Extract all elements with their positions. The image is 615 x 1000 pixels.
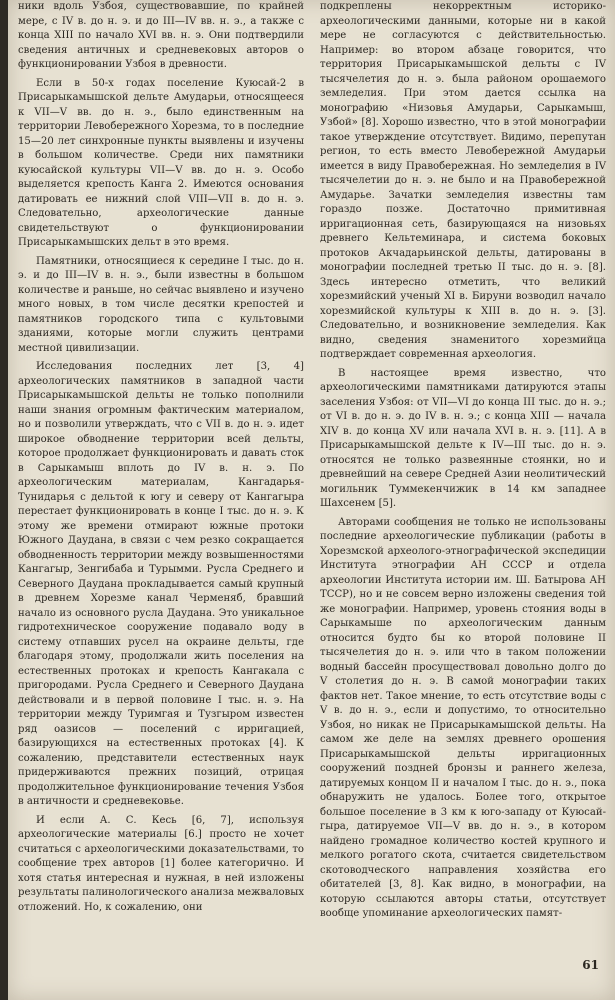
book-page [8,0,615,1000]
paragraph: подкреплены некорректным историко-археологическими данными, которые ни в какой мере не согласуются с действительностью. Например: во втором абзаце говорится, что территория Присарыкамышской дельты с IV тысячелетия до н. э. была районом орошаемого земледелия. При этом дается ссылка на монографию «Низовья Амударьи, Сарыкамыш, Узбой» [8]. Хорошо известно, что в этой монографии такое утверждение отсутствует. Видимо, перепутан регион, то есть вместо Левобережной Амударьи имеется в виду Правобережная. Но земледелия в IV тысячелетии до н. э. не было и на Правобережной Амударье. Зачатки земледелия известны там гораздо позже. Достаточно примитивная ирригационная сеть, базирующаяся на низовьях древнего Кельтеминара, и система боковых протоков Акчадарьинской дельты, датированы в монографии последней третью II тыс. до н. э. [8]. Здесь интересно отметить, что великий хорезмийский ученый XI в. Бируни возводил начало хорезмийской культуры к XIII в. до н. э. [3]. Следовательно, и возникновение земледелия. Как видно, сведения знаменитого хорезмийца подтверждает современная археология. [320,1,606,360]
paragraph: Памятники, относящиеся к середине I тыс. до н. э. и до III—IV в. н. э., были известны в большом количестве и раньше, но сейчас выявлено и изучено много новых, в том числе десятки крепостей и памятников городского типа с культовыми зданиями, которые могли служить центрами местной цивилизации. [18,255,304,354]
paragraph: Если в 50-х годах поселение Куюсай-2 в Присарыкамышской дельте Амударьи, относящееся к VII—V вв. до н. э., было единственным на территории Левобережного Хорезма, то в последние 15—20 лет синхронные пункты выявлены и изучены в большом количестве. Среди них памятники куюсайской культуры VII—V вв. до н. э. Особо выделяется крепость Канга 2. Имеются основания датировать ее нижний слой VIII—VII в. до н. э. Следовательно, археологические данные свидетельствуют о функционировании Присарыкамышских дельт в это время. [18,77,304,248]
paragraph: Авторами сообщения не только не использованы последние археологические публикации (работы в Хорезмской археолого-этнографической экспедиции Института этнографии АН СССР и отдела археологии Института истории им. Ш. Батырова АН ТССР), но и не совсем верно изложены сведения той же монографии. Например, уровень стояния воды в Сарыкамыше по археологическим данным относится будто бы ко второй половине II тысячелетия до н. э. или что в таком положении водный бассейн просуществовал довольно долго до V столетия до н. э. В самой монографии таких фактов нет. Такое мнение, то есть отсутствие воды с V в. до н. э., если и допустимо, то относительно Узбоя, но никак не Присарыкамышской дельты. На самом же деле на землях древнего орошения Присарыкамышской дельты ирригационных сооружений поздней бронзы и раннего железа, датируемых концом II и началом I тыс. до н. э., пока обнаружить не удалось. Более того, открытое большое поселение в 3 км к юго-западу от Куюсай-гыра, датируемое VII—V вв. до н. э., в котором найдено громадное количество костей крупного и мелкого рогатого скота, считается свидетельством скотоводческого направления хозяйства его обитателей [3, 8]. Как видно, в монографии, на которую ссылаются авторы статьи, отсутствует вообще упоминание археологических памят- [320,516,606,919]
paragraph: И если А. С. Кесь [6, 7], используя археологические материалы [6.] просто не хочет считаться с археологическими доказательствами, то сообщение трех авторов [1] более категорично. И хотя статья интересная и нужная, в ней изложены результаты палинологического анализа межваловых отложений. Но, к сожалению, они [18,814,305,913]
paragraph: В настоящее время известно, что археологическими памятниками датируются этапы заселения Узбоя: от VII—VI до конца III тыс. до н. э.; от VI в. до н. э. до IV в. н. э.; с конца XIII — начала XIV в. до конца XV или начала XVI в. н. э. [11]. А в Присарыкамышской дельте к IV—III тыс. до н. э. относятся не только развеянные стоянки, но и древнейший на севере Средней Азии неолитический могильник Туммекенчижик в 14 км западнее Шахсенем [5]. [320,367,606,509]
paragraph: ники вдоль Узбоя, существовавшие, по крайней мере, с IV в. до н. э. и до III—IV вв. н. э., а также с конца XIII по начало XVI вв. н. э. Они подтвердили сведения античных и средневековых авторов о функционировании Узбоя в древности. [18,1,304,70]
page-number: 61 [582,958,599,972]
right-column [320,0,606,922]
left-column [18,0,304,915]
paragraph: Исследования последних лет [3, 4] археологических памятников в западной части Присарыкамышской дельты не только пополнили наши знания огромным фактическим материалом, но и позволили утверждать, что с VII в. до н. э. идет широкое обводнение территории всей дельты, которое продолжает функционировать и давать сток в Сарыкамыш вплоть до IV в. н. э. По археологическим материалам, Кангадарья-Тунидарья с дельтой к югу и северу от Кангагыра перестает функционировать в конце I тыс. до н. э. К этому же времени отмирают южные протоки Южного Даудана, в связи с чем резко сокращается обводненность территории между возвышенностями Кангагыр, Зенгибаба и Турымми. Русла Среднего и Северного Даудана прокладывается самый крупный в древнем Хорезме канал Черменяб, бравший начало из основного русла Даудана. Это уникальное гидротехническое сооружение подавало воду в систему отпавших русел на окраине дельты, где благодаря этому, продолжали жить поселения на естественных протоках и крепость Кангакала с пригородами. Русла Среднего и Северного Даудана действовали и в первой половине I тыс. н. э. На территории между Туримгая и Тузгыром известен ряд оазисов — поселений с ирригацией, базирующихся на естественных протоках [4]. К сожалению, представители естественных наук придерживаются прежних позиций, отрицая продолжительное функционирование течения Узбоя в античности и средневековье. [18,361,304,807]
